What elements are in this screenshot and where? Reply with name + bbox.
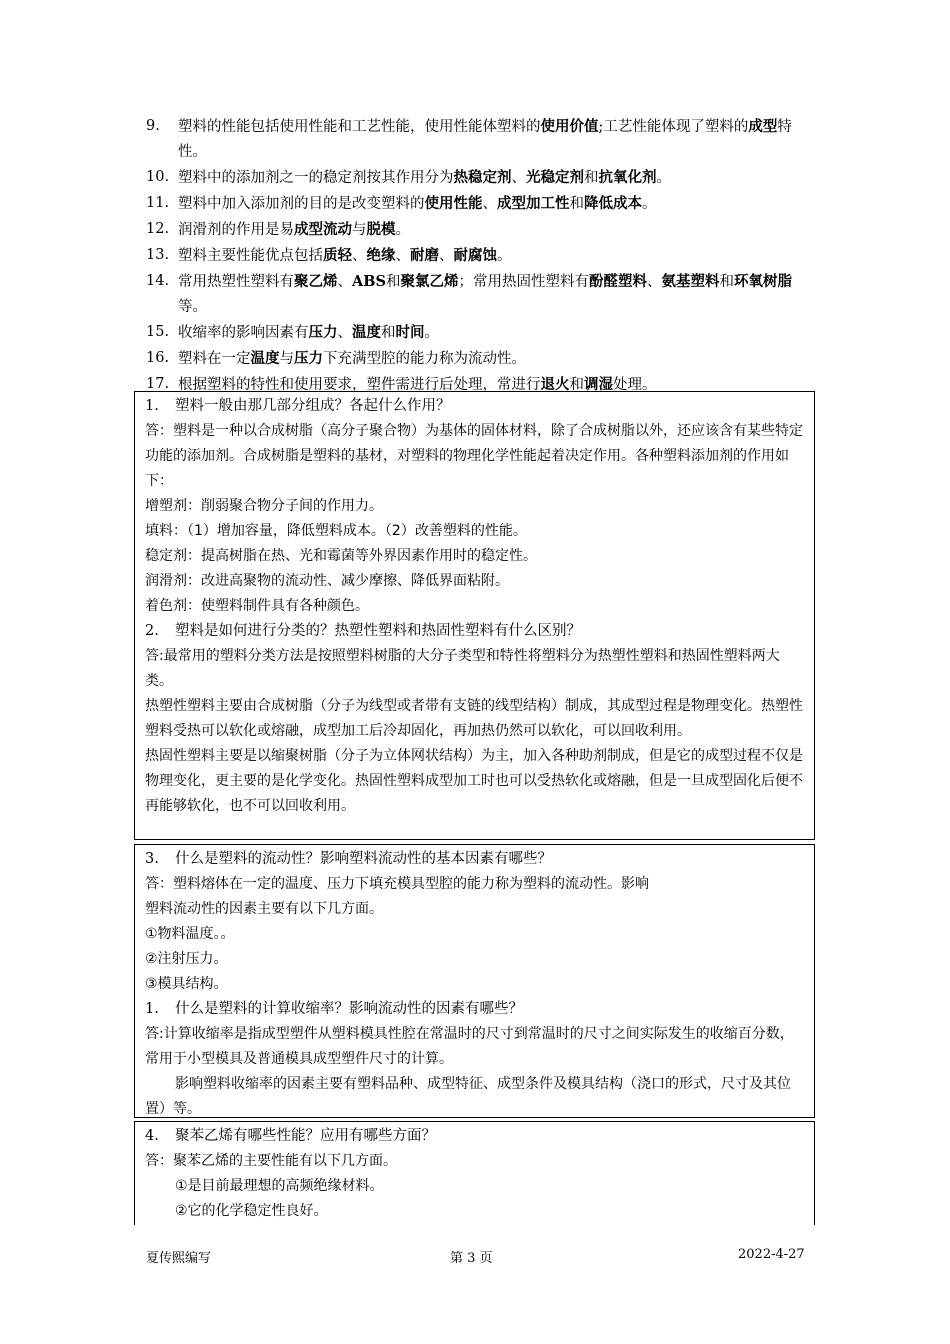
text-segment: 和 xyxy=(569,377,584,393)
question xyxy=(145,847,814,872)
item-text xyxy=(178,165,816,191)
list-item xyxy=(146,165,816,191)
text-segment: 、 xyxy=(395,248,410,264)
answer-keyword: 质轻 xyxy=(323,247,352,264)
question-text: 什么是塑料的计算收缩率？影响流动性的因素有哪些？ xyxy=(175,1001,523,1017)
question xyxy=(145,394,814,419)
answer-line: ①物料温度。。 xyxy=(145,926,235,942)
item-text xyxy=(178,243,816,269)
answer-keyword: ABS xyxy=(352,273,386,290)
answer-line: ②注射压力。 xyxy=(145,951,228,967)
item-text xyxy=(178,320,816,346)
text-segment: 、 xyxy=(646,274,662,290)
text-segment: 和 xyxy=(385,274,401,290)
text-segment: 、 xyxy=(337,274,352,290)
answer-keyword: 环氧树脂 xyxy=(733,273,792,290)
question-text: 塑料是如何进行分类的？热塑性塑料和热固性塑料有什么区别？ xyxy=(175,623,581,639)
text-segment: 处理。 xyxy=(613,377,657,393)
text-segment: 和 xyxy=(569,196,584,212)
text-segment: 、 xyxy=(352,248,367,264)
text-segment: 。 xyxy=(656,170,671,186)
qa-box-1 xyxy=(134,391,815,840)
question-number: 4. xyxy=(145,1128,159,1144)
item-number: 13. xyxy=(146,247,170,263)
text-segment: 。 xyxy=(642,196,657,212)
item-number: 9. xyxy=(146,118,160,134)
question-number: 2. xyxy=(145,623,159,639)
question-text: 什么是塑料的流动性？影响塑料流动性的基本因素有哪些？ xyxy=(175,851,552,867)
item-number: 10. xyxy=(146,169,170,185)
question-text: 塑料一般由那几部分组成？各起什么作用？ xyxy=(175,398,451,414)
answer-paragraph: 热塑性塑料主要由合成树脂（分子为线型或者带有支链的线型结构）制成，其成型过程是物理变化。热塑性塑料受热可以软化或熔融，成型加工后冷却固化，再加热仍然可以软化，可以回收利用。 xyxy=(145,698,803,739)
answer-paragraph: 影响塑料收缩率的因素主要有塑料品种、成型特征、成型条件及模具结构（浇口的形式，尺寸及其位置）等。 xyxy=(145,1076,791,1117)
answer-keyword: 成型流动 xyxy=(294,221,352,238)
list-item xyxy=(146,191,816,217)
item-text xyxy=(178,269,816,320)
text-segment: 和 xyxy=(381,325,396,341)
answer-keyword: 调湿 xyxy=(584,376,613,393)
answer-line: 答：聚苯乙烯的主要性能有以下几方面。 xyxy=(145,1153,397,1169)
answer-line: 增塑剂：削弱聚合物分子间的作用力。 xyxy=(145,498,383,514)
text-segment: 塑料中加入添加剂的目的是改变塑料的 xyxy=(178,196,425,212)
item-text xyxy=(178,114,816,165)
answer-paragraph: 答：塑料是一种以合成树脂（高分子聚合物）为基体的固体材料，除了合成树脂以外，还应该含有某些特定功能的添加剂。合成树脂是塑料的基材，对塑料的物理化学性能起着决定作用。各种塑料添加剂的作用如下： xyxy=(145,423,803,489)
text-segment: 根据塑料的特性和使用要求，塑件需进行后处理，常进行 xyxy=(178,377,541,393)
list-item xyxy=(146,243,816,269)
answer-keyword: 绝缘 xyxy=(366,247,396,264)
footer-page-number: 第 3 页 xyxy=(450,1251,493,1266)
text-segment: 下充满型腔的能力称为流动性。 xyxy=(323,351,526,367)
answer-line: 填料：（1）增加容量，降低塑料成本。（2）改善塑料的性能。 xyxy=(145,523,527,539)
answer-keyword: 脱模 xyxy=(366,221,396,238)
answer-keyword: 温度 xyxy=(250,350,280,367)
answer-keyword: 光稳定剂 xyxy=(526,169,584,186)
text-segment: 收缩率的影响因素有 xyxy=(178,325,309,341)
fill-in-list xyxy=(146,114,816,398)
text-segment: 与 xyxy=(352,222,367,238)
text-segment: 。 xyxy=(424,325,439,341)
answer-paragraph: 答:最常用的塑料分类方法是按照塑料树脂的大分子类型和特性将塑料分为热塑性塑料和热固性塑料两大类。 xyxy=(145,648,780,689)
answer-keyword: 热稳定剂 xyxy=(453,169,512,186)
answer-keyword: 酚醛塑料 xyxy=(588,273,647,290)
text-segment: 塑料中的添加剂之一的稳定剂按其作用分为 xyxy=(178,170,454,186)
list-item xyxy=(146,269,816,320)
item-text xyxy=(178,217,816,243)
text-segment: 。 xyxy=(395,222,410,238)
item-number: 14. xyxy=(146,273,170,289)
footer-author: 夏传熙编写 xyxy=(146,1251,212,1266)
answer-keyword: 耐腐蚀 xyxy=(453,247,497,264)
text-segment: 塑料主要性能优点包括 xyxy=(178,248,323,264)
answer-paragraph: 答:计算收缩率是指成型塑件从塑料模具性腔在常温时的尺寸到常温时的尺寸之间实际发生的收缩百分数，常用于小型模具及普通模具成型塑件尺寸的计算。 xyxy=(145,1026,794,1067)
text-segment: 润滑剂的作用是易 xyxy=(178,222,294,238)
text-segment: 和 xyxy=(584,170,599,186)
question-number: 1. xyxy=(145,1001,159,1017)
answer-paragraph: 热固性塑料主要是以缩聚树脂（分子为立体网状结构）为主，加入各种助剂制成，但是它的成型过程不仅是物理变化，更主要的是化学变化。热固性塑料成型加工时也可以受热软化或熔融，但是一旦成型固化后便不再能够软化，也不可以回收利用。 xyxy=(145,748,803,814)
question-number: 3. xyxy=(145,851,159,867)
answer-line: ①是目前最理想的高频绝缘材料。 xyxy=(175,1178,384,1194)
footer-date: 2022-4-27 xyxy=(738,1247,805,1262)
item-number: 12. xyxy=(146,221,170,237)
answer-line: 塑料流动性的因素主要有以下几方面。 xyxy=(145,901,383,917)
qa-box-2 xyxy=(134,844,815,1118)
answer-keyword: 成型加工性 xyxy=(497,195,570,212)
text-segment: ;工艺性能体现了塑料的 xyxy=(598,119,749,135)
text-segment: 常用热塑性塑料有 xyxy=(178,274,294,290)
answer-line: ②它的化学稳定性良好。 xyxy=(175,1203,328,1219)
answer-keyword: 使用性能 xyxy=(424,195,483,212)
question xyxy=(145,1124,814,1149)
list-item xyxy=(146,217,816,243)
text-segment: 特性。 xyxy=(178,119,792,160)
item-text xyxy=(178,191,816,217)
text-segment: 、 xyxy=(482,196,497,212)
answer-keyword: 退火 xyxy=(540,376,570,393)
list-item xyxy=(146,346,816,372)
text-segment: 。 xyxy=(497,248,512,264)
list-item xyxy=(146,114,816,165)
text-segment: 等。 xyxy=(178,299,207,315)
answer-line: ③模具结构。 xyxy=(145,976,228,992)
answer-line: 着色剂：使塑料制件具有各种颜色。 xyxy=(145,598,369,614)
qa-box-3 xyxy=(134,1121,815,1225)
answer-keyword: 抗氧化剂 xyxy=(598,169,657,186)
answer-keyword: 聚乙烯 xyxy=(294,273,338,290)
question-text: 聚苯乙烯有哪些性能？应用有哪些方面？ xyxy=(175,1128,436,1144)
answer-keyword: 压力 xyxy=(308,324,338,341)
text-segment: 和 xyxy=(719,274,734,290)
answer-keyword: 使用价值 xyxy=(540,118,599,135)
answer-line: 润滑剂：改进高聚物的流动性、减少摩擦、降低界面粘附。 xyxy=(145,573,509,589)
answer-keyword: 时间 xyxy=(395,324,425,341)
answer-keyword: 压力 xyxy=(294,350,323,367)
question-number: 1. xyxy=(145,398,159,414)
text-segment: ；常用热固性塑料有 xyxy=(458,274,589,290)
answer-keyword: 成型 xyxy=(748,118,778,135)
question xyxy=(145,619,814,644)
item-number: 17. xyxy=(146,376,170,392)
question xyxy=(145,997,814,1022)
item-number: 16. xyxy=(146,350,170,366)
item-number: 11. xyxy=(146,195,170,211)
text-segment: 、 xyxy=(511,170,526,186)
answer-line: 稳定剂：提高树脂在热、光和霉菌等外界因素作用时的稳定性。 xyxy=(145,548,537,564)
list-item xyxy=(146,320,816,346)
answer-keyword: 聚氯乙烯 xyxy=(400,273,459,290)
text-segment: 塑料的性能包括使用性能和工艺性能，使用性能体塑料的 xyxy=(178,119,541,135)
text-segment: 与 xyxy=(279,351,294,367)
answer-keyword: 降低成本 xyxy=(584,195,642,212)
answer-keyword: 氨基塑料 xyxy=(661,273,720,290)
item-number: 15. xyxy=(146,324,170,340)
answer-keyword: 耐磨 xyxy=(410,247,439,264)
item-text xyxy=(178,346,816,372)
text-segment: 、 xyxy=(337,325,352,341)
answer-line: 答：塑料熔体在一定的温度、压力下填充模具型腔的能力称为塑料的流动性。影响 xyxy=(145,876,649,892)
text-segment: 塑料在一定 xyxy=(178,351,251,367)
answer-keyword: 温度 xyxy=(352,324,381,341)
text-segment: 、 xyxy=(439,248,454,264)
